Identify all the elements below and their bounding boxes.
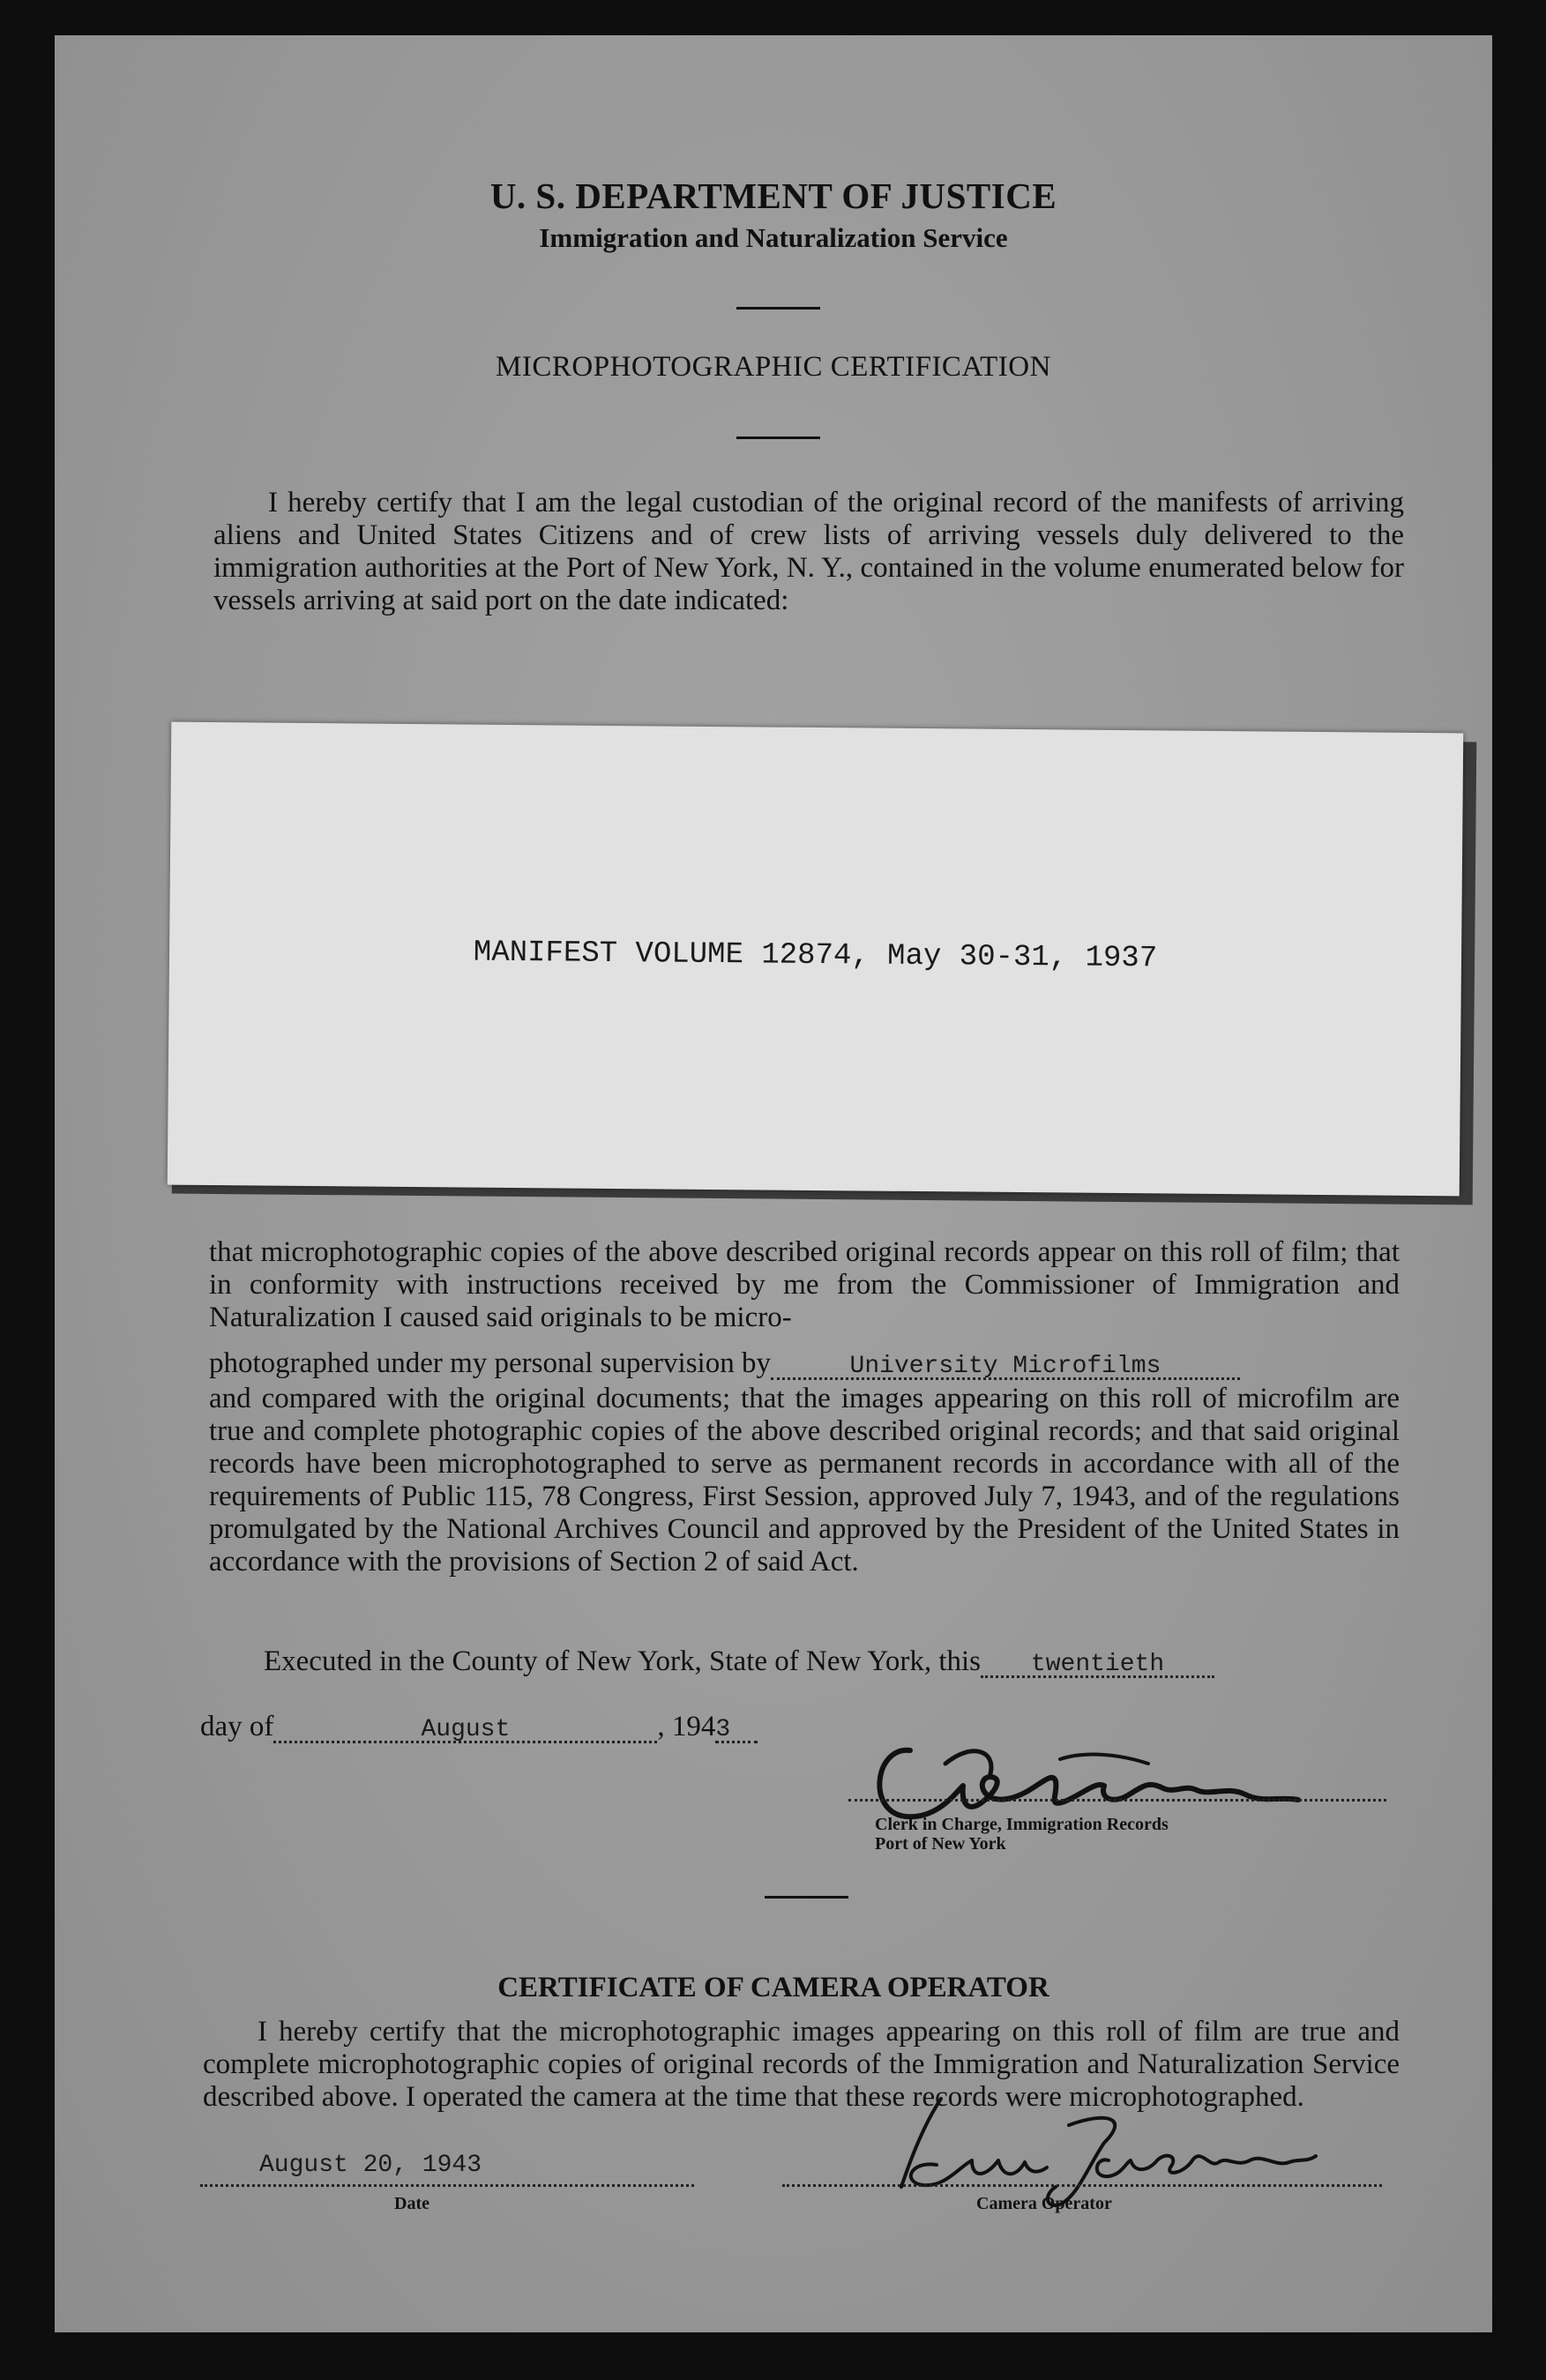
- operator-certificate-title: CERTIFICATE OF CAMERA OPERATOR: [497, 1972, 1049, 2003]
- executed-line: [264, 1645, 1214, 1678]
- operator-signature-line: [782, 2184, 1382, 2187]
- executed-prefix: Executed in the County of New York, State of New York, this: [264, 1645, 982, 1677]
- year-prefix: , 194: [657, 1711, 716, 1742]
- divider-1: [736, 307, 820, 310]
- month-value: August: [421, 1716, 511, 1743]
- operator-paragraph: I hereby certify that the microphotographic images appearing on this roll of film are true and complete microphotographic copies of original records of the Immigration and Naturalization Service described above. I operated the camera at the time that these records were microphotographed.: [203, 2016, 1400, 2113]
- year-digit: 3: [715, 1716, 731, 1743]
- clerk-signature-line: [848, 1799, 1386, 1802]
- operator-label: Camera Operator: [976, 2194, 1112, 2213]
- intro-paragraph: I hereby certify that I am the legal custodian of the original record of the manifests of arriving aliens and United States Citizens and of crew lists of arriving vessels duly delivered to the immigration authorities at the Port of New York, N. Y., contained in the volume enumerated below for vessels arriving at said port on the date indicated:: [213, 487, 1404, 616]
- year-field: [715, 1711, 758, 1743]
- clerk-title-2: Port of New York: [875, 1834, 1006, 1854]
- day-of-line: [200, 1711, 758, 1743]
- date-value: August 20, 1943: [259, 2152, 482, 2179]
- manifest-card: [168, 722, 1464, 1197]
- executed-day-field: [981, 1645, 1214, 1678]
- day-of-label: day of: [200, 1711, 274, 1742]
- body-paragraph-2: and compared with the original documents; that the images appearing on this roll of microfilm are true and complete photographic copies of the above described original records; and that said original records have been microphotographed to serve as permanent records in accordance with all of the requirements of Public 115, 78 Congress, First Session, approved July 7, 1943, and of the regulations promulgated by the National Archives Council and approved by the President of the United States in accordance with the provisions of Section 2 of said Act.: [209, 1383, 1400, 1578]
- department-heading: U. S. DEPARTMENT OF JUSTICE: [489, 175, 1057, 216]
- supervisor-field: [771, 1347, 1240, 1380]
- divider-3: [765, 1896, 848, 1899]
- month-field: [273, 1711, 657, 1743]
- body-paragraph-1: that microphotographic copies of the above described original records appear on this roll of film; that in conformity with instructions received by me from the Commissioner of Immigration and Naturalization I caused said originals to be micro-: [209, 1236, 1400, 1333]
- service-subheading: Immigration and Naturalization Service: [539, 222, 1008, 253]
- certification-title: MICROPHOTOGRAPHIC CERTIFICATION: [496, 351, 1051, 383]
- supervision-prefix: photographed under my personal supervision by: [209, 1347, 771, 1379]
- date-line: [200, 2184, 694, 2187]
- manifest-label: MANIFEST VOLUME 12874, May 30-31, 1937: [473, 936, 1158, 976]
- certificate-sheet: [55, 35, 1492, 2332]
- divider-2: [736, 436, 820, 439]
- executed-day-value: twentieth: [1030, 1651, 1165, 1678]
- supervisor-value: University Microfilms: [849, 1353, 1161, 1380]
- operator-signature: [840, 2063, 1333, 2213]
- clerk-title-1: Clerk in Charge, Immigration Records: [875, 1815, 1169, 1834]
- supervision-line: [209, 1347, 1240, 1380]
- date-label: Date: [394, 2194, 429, 2213]
